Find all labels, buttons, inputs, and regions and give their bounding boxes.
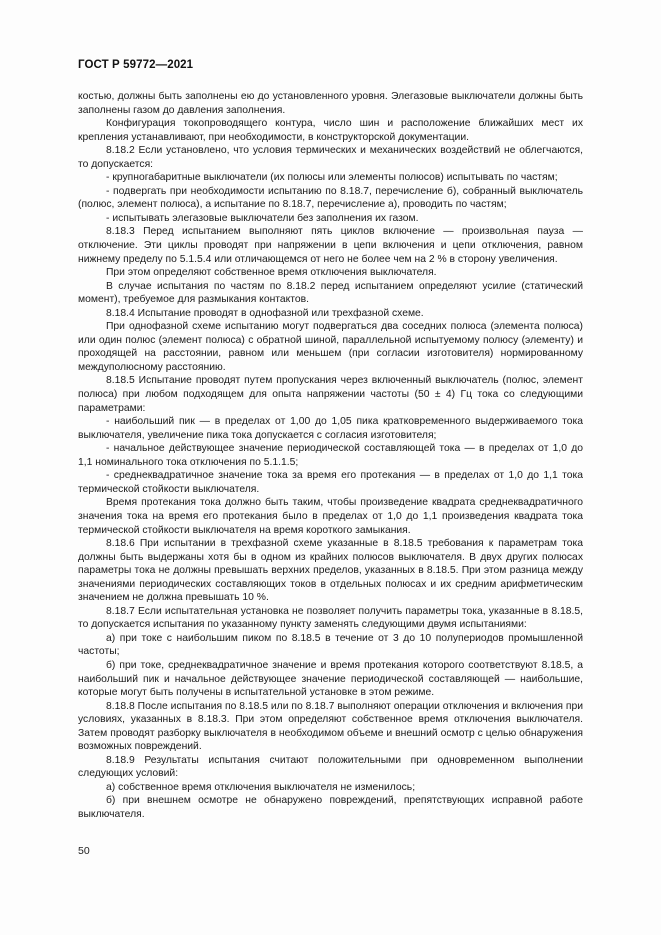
document-body xyxy=(78,90,583,822)
paragraph: 8.18.2 Если установлено, что условия термических и механических воздействий не облегчаются, то допускается: xyxy=(78,145,583,170)
document-header: ГОСТ Р 59772—2021 xyxy=(78,59,194,71)
page-number: 50 xyxy=(78,845,90,857)
paragraph: - среднеквадратичное значение тока за время его протекания — в пределах от 1,0 до 1,1 тока термической стойкости выключателя. xyxy=(78,470,583,495)
paragraph: - начальное действующее значение периодической составляющей тока — в пределах от 1,0 до 1,1 номинального тока отключения по 5.1.1.5; xyxy=(78,443,583,468)
paragraph: - подвергать при необходимости испытанию по 8.18.7, перечисление б), собранный выключатель (полюс, элемент полюса), а испытание по 8.18.7, перечисление а), проводить по частям; xyxy=(78,185,583,211)
paragraph: 8.18.4 Испытание проводят в однофазной или трехфазной схеме. xyxy=(106,307,424,319)
paragraph: 8.18.7 Если испытательная установка не позволяет получить параметры тока, указанные в 8.18.5, то допускается испытания по указанному пункту заменять следующими двумя испытаниями: xyxy=(78,605,583,631)
paragraph: 8.18.8 После испытания по 8.18.5 или по 8.18.7 выполняют операции отключения и включения при условиях, указанных в 8.18.3. При этом определяют собственное время отключения выключателя. Затем проводят разборку выключателя в необходимом объеме и внешний осмотр с целью обнаружения возможных повреждений. xyxy=(78,700,583,753)
paragraph: Конфигурация токопроводящего контура, число шин и расположение ближайших мест их крепления устанавливают, при необходимости, в конструкторской документации. xyxy=(78,118,583,143)
paragraph: б) при токе, среднеквадратичное значение и время протекания которого соответствуют 8.18.5, а наибольший пик и начальное действующее значение периодической составляющей — наибольшие, которые могут быть получены в испытательной установке в этом режиме. xyxy=(78,659,583,699)
paragraph: 8.18.5 Испытание проводят путем пропускания через включенный выключатель (полюс, элемент полюса) при любом подходящем для опыта напряжении частоты (50 ± 4) Гц тока со следующими параметрами: xyxy=(78,375,583,414)
paragraph: - испытывать элегазовые выключатели без заполнения их газом. xyxy=(106,212,419,224)
paragraph: а) при токе с наибольшим пиком по 8.18.5 в течение от 3 до 10 полупериодов промышленной частоты; xyxy=(78,632,583,658)
paragraph: б) при внешнем осмотре не обнаружено повреждений, препятствующих исправной работе выключателя. xyxy=(78,795,583,820)
paragraph: - крупногабаритные выключатели (их полюсы или элементы полюсов) испытывать по частям; xyxy=(106,172,558,184)
paragraph: 8.18.9 Результаты испытания считают положительными при одновременном выполнении следующих условий: xyxy=(78,754,583,780)
paragraph: костью, должны быть заполнены ею до установленного уровня. Элегазовые выключатели должны быть заполнены газом до давления заполнения. xyxy=(78,91,583,116)
paragraph: а) собственное время отключения выключателя не изменилось; xyxy=(106,781,416,793)
paragraph: При этом определяют собственное время отключения выключателя. xyxy=(106,267,437,279)
paragraph: 8.18.3 Перед испытанием выполняют пять циклов включение — произвольная пауза — отключение. Эти циклы проводят при напряжении в цепи включения и цепи отключения, равном нижнему пределу по 5.1.5.4 или отличающемся от него не более чем на 2 % в сторону увеличения. xyxy=(78,226,583,265)
paragraph: При однофазной схеме испытанию могут подвергаться два соседних полюса (элемента полюса) или один полюс (элемент полюса) с обратной шиной, параллельной испытуемому полюсу (элементу) и проходящей на расстоянии, равном или меньшем (при согласии изготовителя) нормированному междуполюсному расстоянию. xyxy=(78,321,583,373)
paragraph: - наибольший пик — в пределах от 1,00 до 1,05 пика кратковременного выдерживаемого тока выключателя, увеличение пика тока допускается с согласия изготовителя; xyxy=(78,416,583,441)
paragraph: В случае испытания по частям по 8.18.2 перед испытанием определяют усилие (статический момент), требуемое для размыкания контактов. xyxy=(78,280,583,306)
paragraph: 8.18.6 При испытании в трехфазной схеме указанные в 8.18.5 требования к параметрам тока должны быть выдержаны хотя бы в одном из крайних полюсов выключателя. В двух других полюсах параметры тока не должны превышать верхних пределов, указанных в 8.18.5. При этом разница между значениями периодических составляющих токов в отдельных полюсах и их средним арифметическим значением не должна превышать 10 %. xyxy=(78,538,583,604)
paragraph: Время протекания тока должно быть таким, чтобы произведение квадрата среднеквадратичного значения тока на время его протекания было в пределах от 1,0 до 1,1 произведения квадрата тока термической стойкости выключателя на время короткого замыкания. xyxy=(78,497,583,536)
